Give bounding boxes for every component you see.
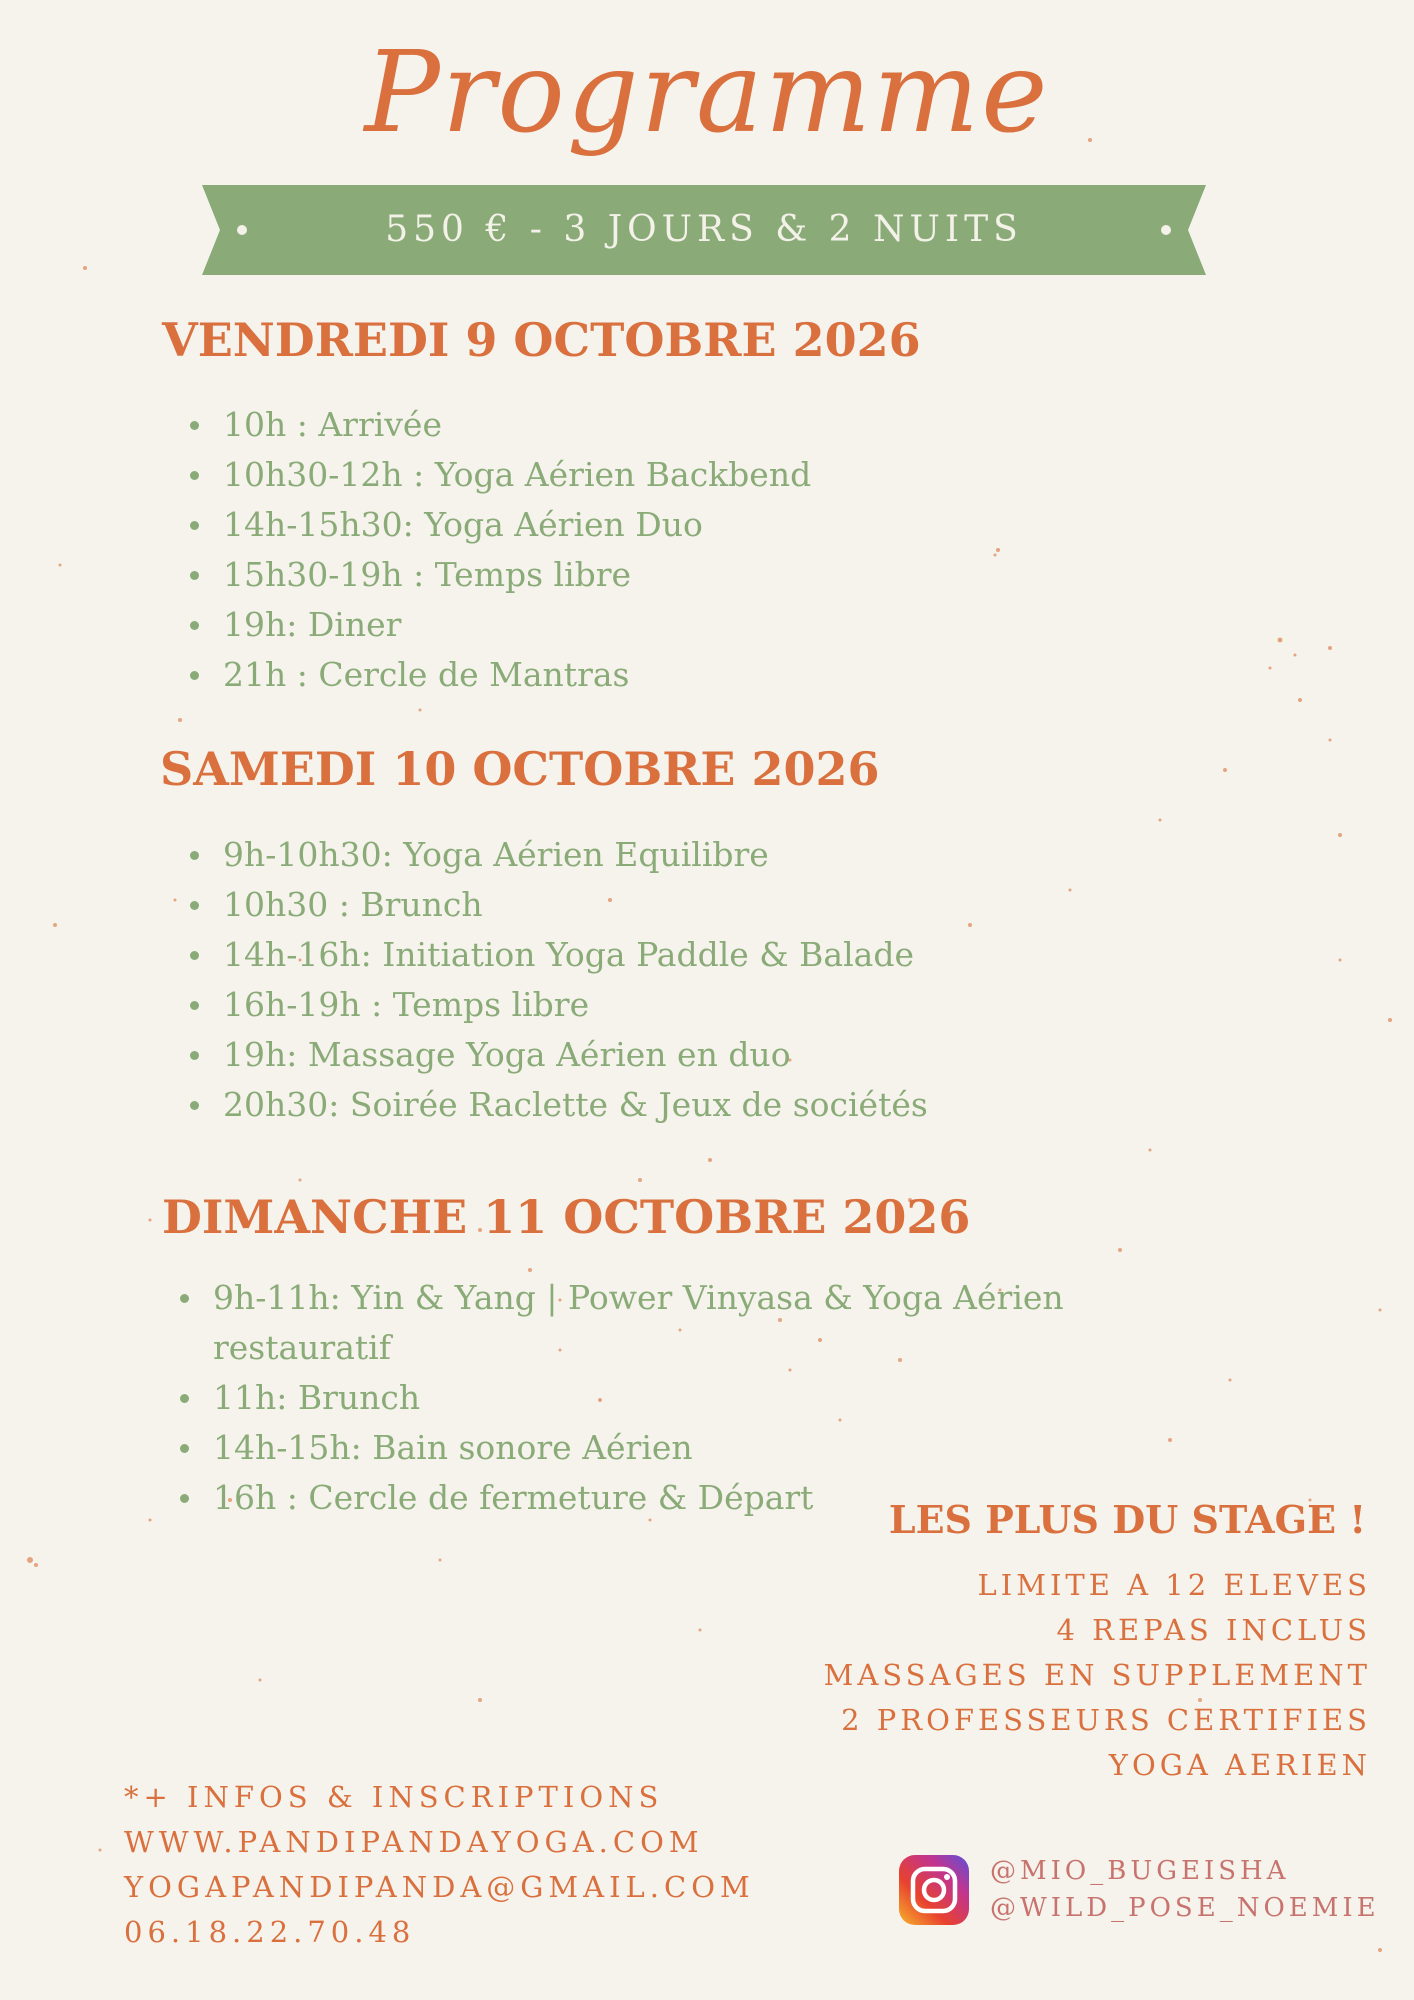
- schedule-item: 14h-16h: Initiation Yoga Paddle & Balade: [190, 930, 928, 980]
- social-handles: [990, 1853, 1380, 1927]
- highlight-item: 2 PROFESSEURS CERTIFIES: [841, 1703, 1371, 1737]
- highlight-item: YOGA AERIEN: [1108, 1748, 1371, 1782]
- social-handle[interactable]: @MIO_BUGEISHA: [990, 1856, 1290, 1886]
- schedule-item: 9h-10h30: Yoga Aérien Equilibre: [190, 830, 928, 880]
- schedule-item: 16h : Cercle de fermeture & Départ: [180, 1473, 1143, 1523]
- schedule-item: 21h : Cercle de Mantras: [190, 650, 811, 700]
- day-title-sunday: DIMANCHE 11 OCTOBRE 2026: [162, 1190, 971, 1244]
- schedule-list-saturday: [190, 830, 928, 1130]
- highlights-list: [824, 1563, 1371, 1788]
- contact-infos: *+ INFOS & INSCRIPTIONS: [124, 1780, 664, 1814]
- highlight-item: MASSAGES EN SUPPLEMENT: [823, 1658, 1371, 1692]
- highlight-item: 4 REPAS INCLUS: [1056, 1613, 1371, 1647]
- price-banner: [202, 185, 1206, 275]
- contact-email-link[interactable]: YOGAPANDIPANDA@GMAIL.COM: [124, 1870, 755, 1904]
- contact-website-link[interactable]: WWW.PANDIPANDAYOGA.COM: [124, 1825, 704, 1859]
- page-title: Programme: [364, 28, 1050, 158]
- instagram-icon[interactable]: [899, 1855, 969, 1925]
- highlight-item: LIMITE A 12 ELEVES: [977, 1568, 1371, 1602]
- schedule-item: 10h : Arrivée: [190, 400, 811, 450]
- contact-phone[interactable]: 06.18.22.70.48: [124, 1915, 416, 1949]
- schedule-item: 20h30: Soirée Raclette & Jeux de sociétés: [190, 1080, 928, 1130]
- schedule-list-sunday: [180, 1273, 1143, 1523]
- schedule-item: 19h: Diner: [190, 600, 811, 650]
- price-banner-text: 550 € - 3 JOURS & 2 NUITS: [385, 209, 1023, 250]
- schedule-item: 10h30 : Brunch: [190, 880, 928, 930]
- schedule-item: 10h30-12h : Yoga Aérien Backbend: [190, 450, 811, 500]
- schedule-item: 11h: Brunch: [180, 1373, 1143, 1423]
- social-handle[interactable]: @WILD_POSE_NOEMIE: [990, 1893, 1380, 1923]
- day-title-friday: VENDREDI 9 OCTOBRE 2026: [162, 313, 921, 367]
- contact-block: [124, 1775, 755, 1955]
- schedule-item: 9h-11h: Yin & Yang | Power Vinyasa & Yoga Aérien restauratif: [180, 1273, 1143, 1373]
- schedule-item: 14h-15h: Bain sonore Aérien: [180, 1423, 1143, 1473]
- highlights-title: LES PLUS DU STAGE !: [888, 1497, 1366, 1542]
- schedule-item: 19h: Massage Yoga Aérien en duo: [190, 1030, 928, 1080]
- schedule-item: 15h30-19h : Temps libre: [190, 550, 811, 600]
- day-title-saturday: SAMEDI 10 OCTOBRE 2026: [160, 742, 880, 796]
- schedule-list-friday: [190, 400, 811, 700]
- schedule-item: 16h-19h : Temps libre: [190, 980, 928, 1030]
- schedule-item: 14h-15h30: Yoga Aérien Duo: [190, 500, 811, 550]
